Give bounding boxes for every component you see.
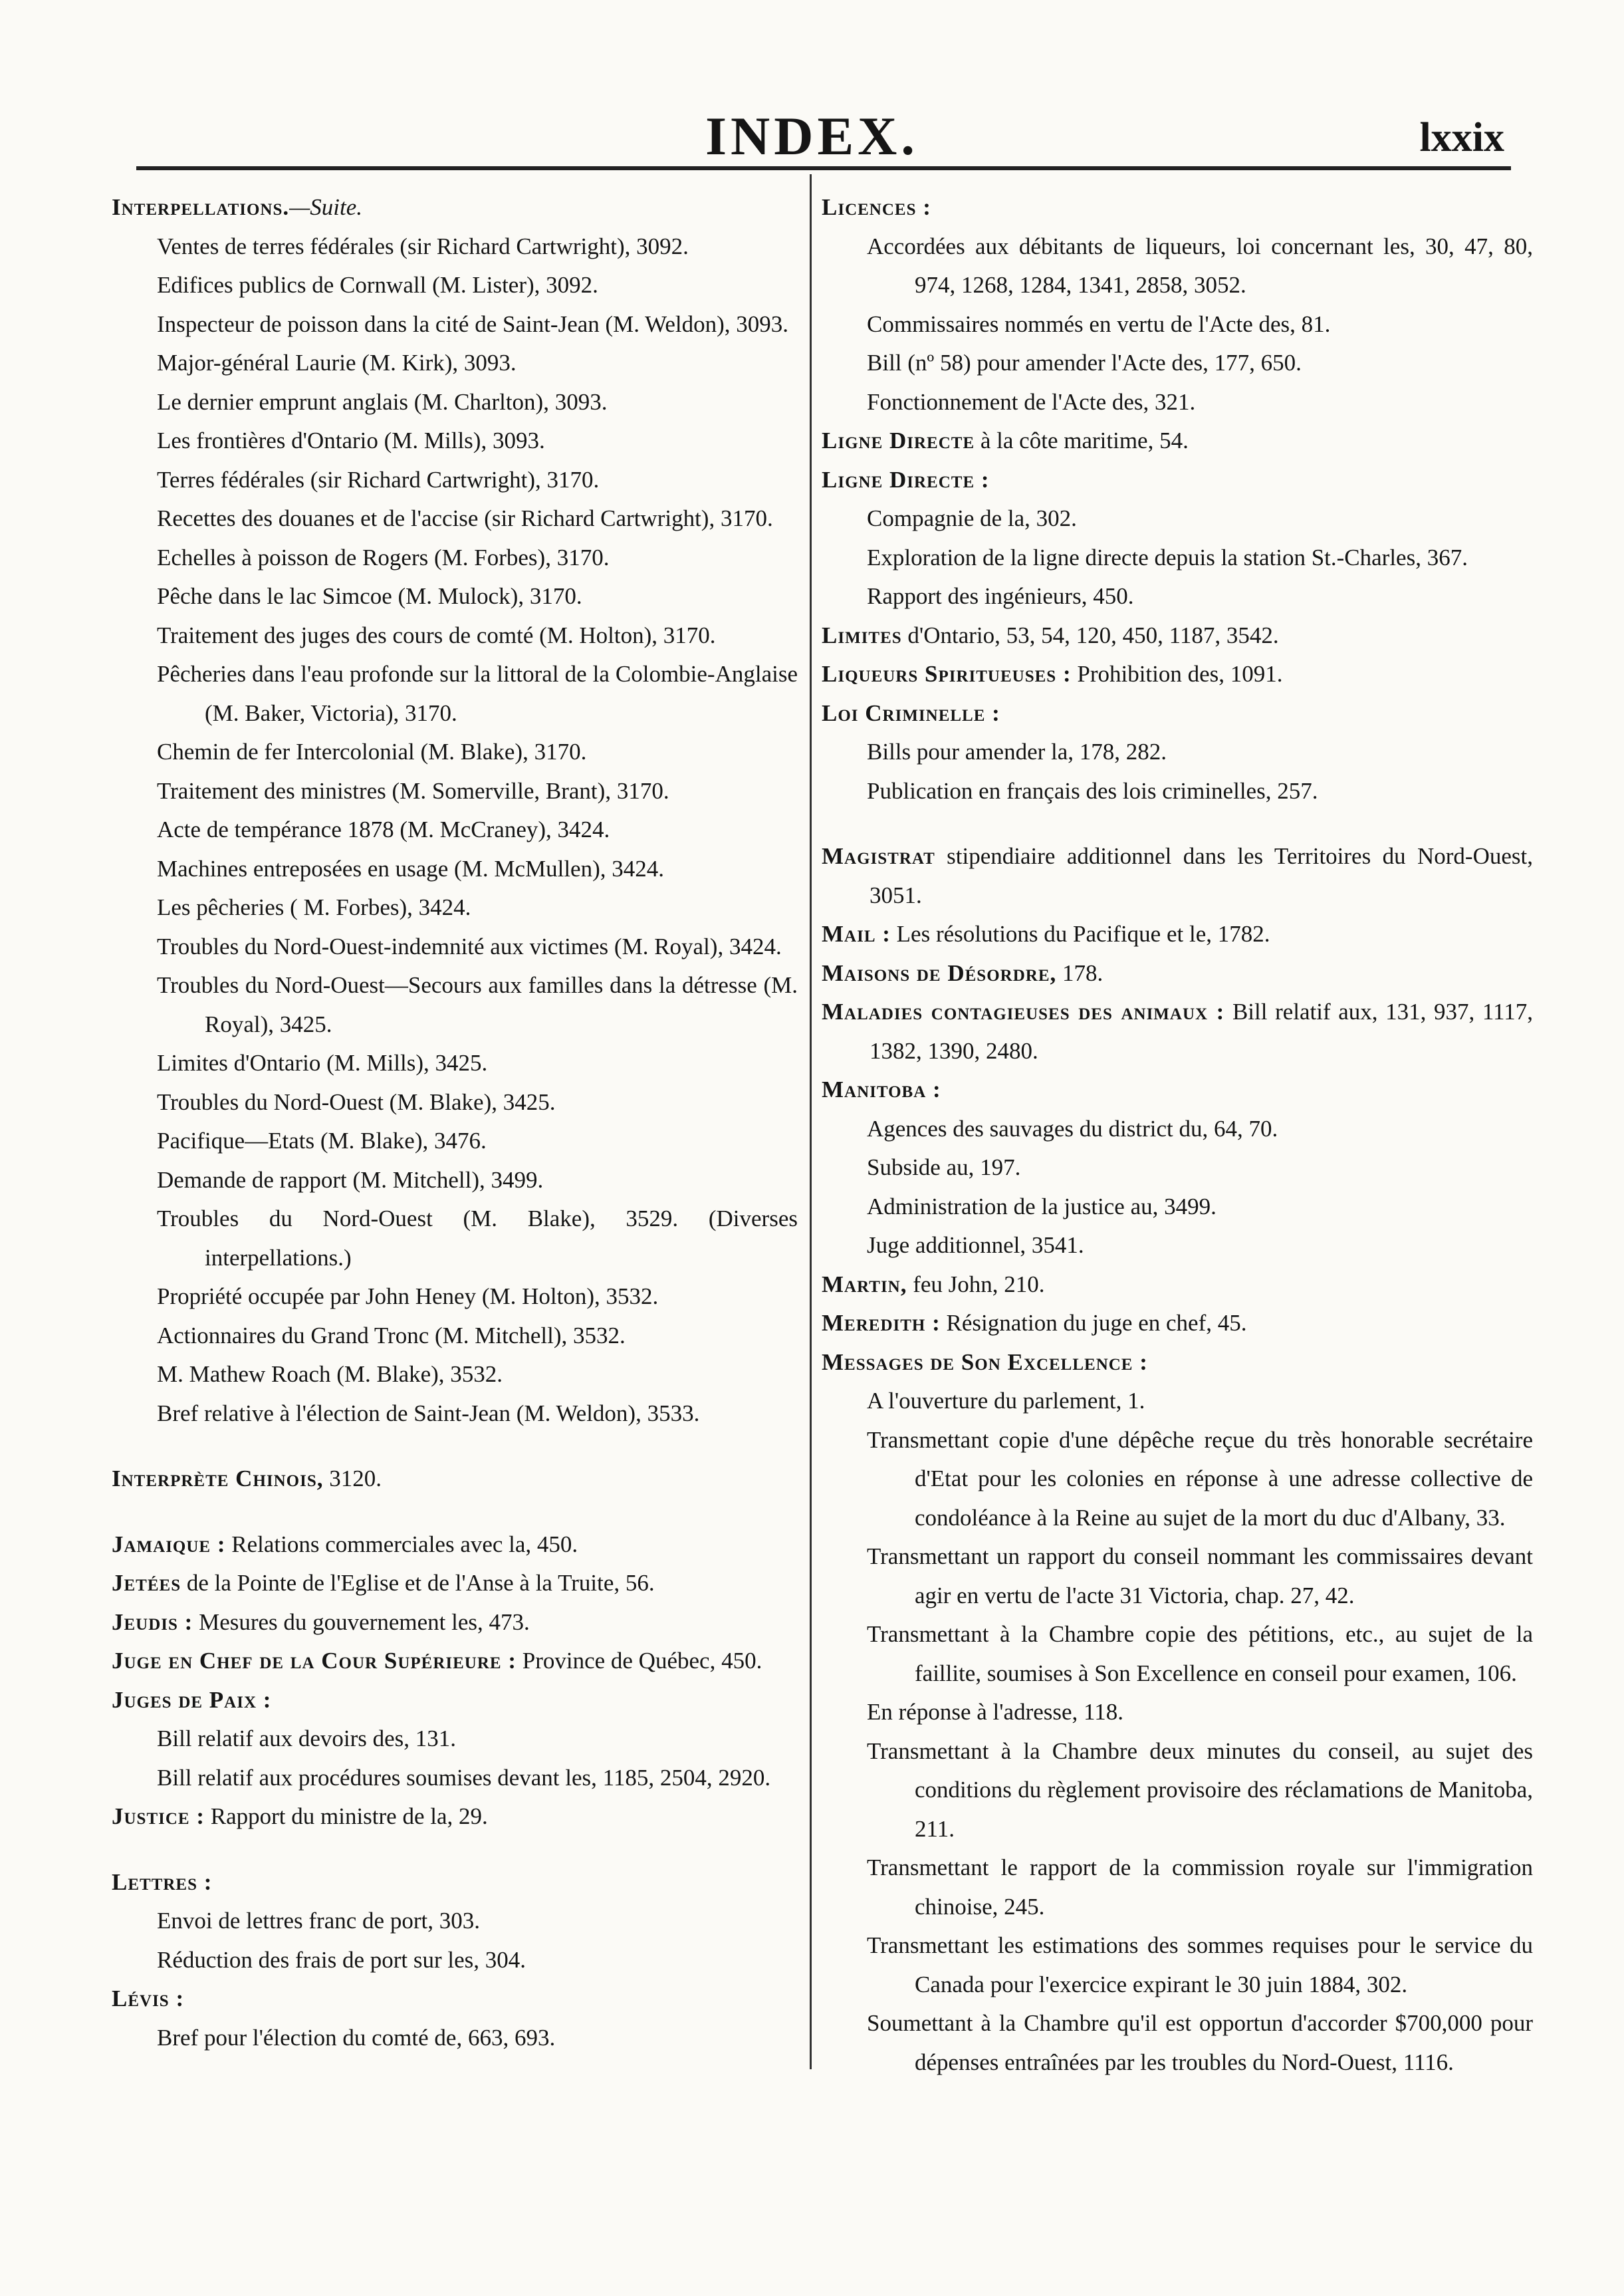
index-subentry	[822, 1537, 1533, 1615]
index-subentry	[112, 1941, 798, 1980]
index-subentry	[112, 1122, 798, 1161]
index-subentry	[112, 966, 798, 1044]
index-entry	[112, 1681, 798, 1720]
entry-text: Transmettant à la Chambre deux minutes du conseil, au sujet des conditions du règlement provisoire des réclamations de Manitoba, 211.	[867, 1737, 1533, 1842]
entry-text: En réponse à l'adresse, 118.	[867, 1699, 1123, 1725]
entry-text: Administration de la justice au, 3499.	[867, 1193, 1217, 1219]
entry-heading: Magistrat	[822, 843, 935, 869]
index-subentry	[112, 1200, 798, 1277]
entry-heading: Juge en Chef de la Cour Supérieure :	[112, 1648, 517, 1674]
index-entry	[822, 422, 1533, 461]
entry-text: Réduction des frais de port sur les, 304.	[157, 1946, 526, 1973]
entry-text: Bill (nº 58) pour amender l'Acte des, 177, 650.	[867, 350, 1302, 376]
entry-text: Recettes des douanes et de l'accise (sir Richard Cartwright), 3170.	[157, 505, 773, 531]
entry-text: Traitement des ministres (M. Somerville, Brant), 3170.	[157, 777, 669, 804]
index-entry	[112, 1525, 798, 1565]
index-entry	[112, 1979, 798, 2019]
entry-text: Pêcheries dans l'eau profonde sur la littoral de la Colombie-Anglaise (M. Baker, Victoria), 3170.	[157, 661, 798, 726]
entry-text: à la côte maritime, 54.	[975, 428, 1189, 453]
index-subentry	[822, 1110, 1533, 1149]
index-subentry	[112, 2019, 798, 2058]
index-entry	[112, 1797, 798, 1837]
entry-text: Les pêcheries ( M. Forbes), 3424.	[157, 894, 471, 920]
index-subentry	[112, 1277, 798, 1317]
entry-text: Demande de rapport (M. Mitchell), 3499.	[157, 1166, 544, 1193]
index-subentry	[822, 1421, 1533, 1538]
index-subentry	[822, 733, 1533, 772]
entry-heading: Meredith :	[822, 1310, 941, 1336]
entry-text: Bill relatif aux procédures soumises devant les, 1185, 2504, 2920.	[157, 1764, 771, 1791]
entry-text: Major-général Laurie (M. Kirk), 3093.	[157, 350, 517, 376]
entry-text: A l'ouverture du parlement, 1.	[867, 1388, 1145, 1414]
index-subentry	[822, 577, 1533, 616]
index-subentry	[112, 772, 798, 811]
entry-text: Traitement des juges des cours de comté (M. Holton), 3170.	[157, 622, 716, 648]
entry-text: Juge additionnel, 3541.	[867, 1232, 1084, 1258]
entry-text: Machines entreposées en usage (M. McMullen), 3424.	[157, 855, 664, 882]
entry-text: Chemin de fer Intercolonial (M. Blake), 3170.	[157, 739, 587, 765]
entry-text: stipendiaire additionnel dans les Territoires du Nord-Ouest, 3051.	[870, 843, 1533, 908]
entry-text: Bill relatif aux devoirs des, 131.	[157, 1725, 457, 1751]
index-subentry	[112, 1317, 798, 1356]
entry-heading: Limites	[822, 622, 902, 648]
entry-text: Actionnaires du Grand Tronc (M. Mitchell), 3532.	[157, 1322, 626, 1348]
index-entry	[112, 188, 798, 227]
index-entry	[112, 1863, 798, 1902]
index-subentry	[112, 1759, 798, 1798]
entry-text: Commissaires nommés en vertu de l'Acte des, 81.	[867, 311, 1331, 337]
entry-heading: Liqueurs Spiritueuses :	[822, 661, 1072, 687]
entry-text: Echelles à poisson de Rogers (M. Forbes), 3170.	[157, 544, 610, 571]
index-subentry	[112, 1044, 798, 1083]
entry-heading: Lettres :	[112, 1868, 213, 1895]
entry-text: Relations commerciales avec la, 450.	[225, 1531, 578, 1557]
entry-text: d'Ontario, 53, 54, 120, 450, 1187, 3542.	[901, 622, 1279, 648]
entry-heading: Licences :	[822, 194, 931, 220]
index-subentry	[112, 344, 798, 383]
index-subentry	[112, 499, 798, 539]
index-entry	[112, 1642, 798, 1681]
index-entry	[112, 1564, 798, 1603]
index-subentry	[112, 1161, 798, 1200]
entry-text: Propriété occupée par John Heney (M. Holton), 3532.	[157, 1283, 659, 1309]
index-entry	[822, 1265, 1533, 1305]
entry-text: Transmettant copie d'une dépêche reçue du très honorable secrétaire d'Etat pour les colonies en réponse à une adresse collective de condoléance à la Reine au sujet de la mort du duc d'Albany, 33.	[867, 1426, 1533, 1531]
index-subentry	[822, 1926, 1533, 2004]
index-entry	[822, 837, 1533, 915]
index-entry	[822, 188, 1533, 227]
index-subentry	[112, 655, 798, 733]
entry-heading: Loi Criminelle :	[822, 700, 1000, 726]
index-subentry	[112, 461, 798, 500]
entry-text: Troubles du Nord-Ouest (M. Blake), 3425.	[157, 1088, 556, 1115]
entry-text: Province de Québec, 450.	[516, 1648, 762, 1674]
entry-text: 3120.	[323, 1466, 382, 1491]
entry-text: Transmettant le rapport de la commission royale sur l'immigration chinoise, 245.	[867, 1854, 1533, 1920]
index-subentry	[822, 539, 1533, 578]
page-header	[0, 100, 1624, 173]
entry-heading: Ligne Directe :	[822, 466, 990, 493]
column-divider	[810, 174, 812, 2069]
index-subentry	[822, 1148, 1533, 1188]
entry-text: Exploration de la ligne directe depuis la station St.-Charles, 367.	[867, 544, 1468, 571]
index-entry	[112, 1603, 798, 1642]
page-number: lxxix	[1419, 115, 1504, 160]
index-subentry	[112, 928, 798, 967]
entry-text: Troubles du Nord-Ouest—Secours aux familles dans la détresse (M. Royal), 3425.	[157, 972, 798, 1037]
index-subentry	[112, 227, 798, 267]
entry-heading: Jetées	[112, 1570, 181, 1596]
index-subentry	[822, 227, 1533, 305]
entry-heading: Maisons de Désordre,	[822, 959, 1057, 986]
entry-heading: Manitoba :	[822, 1077, 941, 1102]
entry-text: Accordées aux débitants de liqueurs, loi concernant les, 30, 47, 80, 974, 1268, 1284, 1341, 2858, 3052.	[867, 233, 1533, 298]
index-entry	[822, 993, 1533, 1071]
entry-text: Edifices publics de Cornwall (M. Lister), 3092.	[157, 272, 598, 298]
entry-text: Transmettant les estimations des sommes requises pour le service du Canada pour l'exercice expirant le 30 juin 1884, 302.	[867, 1932, 1533, 1997]
index-subentry	[112, 1902, 798, 1941]
index-subentry	[822, 1188, 1533, 1227]
index-subentry	[822, 1226, 1533, 1265]
index-entry	[822, 694, 1533, 733]
index-entry	[112, 1460, 798, 1499]
entry-text: Bills pour amender la, 178, 282.	[867, 739, 1167, 765]
entry-text: Pacifique—Etats (M. Blake), 3476.	[157, 1128, 487, 1154]
index-subentry	[822, 1849, 1533, 1926]
entry-text: Inspecteur de poisson dans la cité de Saint-Jean (M. Weldon), 3093.	[157, 311, 789, 337]
entry-text: Résignation du juge en chef, 45.	[940, 1310, 1247, 1336]
index-subentry	[112, 1720, 798, 1759]
entry-text: Troubles du Nord-Ouest-indemnité aux victimes (M. Royal), 3424.	[157, 933, 782, 959]
index-subentry	[112, 577, 798, 616]
entry-text: —Suite.	[289, 194, 362, 220]
entry-text: Les résolutions du Pacifique et le, 1782.	[890, 921, 1270, 947]
entry-text: de la Pointe de l'Eglise et de l'Anse à la Truite, 56.	[181, 1570, 655, 1596]
index-subentry	[112, 383, 798, 422]
index-subentry	[822, 2004, 1533, 2082]
entry-text: Bref relative à l'élection de Saint-Jean (M. Weldon), 3533.	[157, 1400, 700, 1426]
entry-text: Publication en français des lois criminelles, 257.	[867, 777, 1318, 804]
entry-heading: Interpellations.	[112, 194, 290, 220]
index-subentry	[112, 1083, 798, 1122]
entry-heading: Justice :	[112, 1803, 205, 1829]
entry-text: Le dernier emprunt anglais (M. Charlton), 3093.	[157, 388, 608, 415]
index-entry	[822, 1304, 1533, 1343]
entry-text: Mesures du gouvernement les, 473.	[193, 1608, 530, 1635]
index-subentry	[822, 772, 1533, 811]
index-subentry	[112, 266, 798, 305]
index-subentry	[112, 888, 798, 928]
entry-text: Terres fédérales (sir Richard Cartwright), 3170.	[157, 466, 600, 493]
index-subentry	[112, 539, 798, 578]
index-subentry	[822, 499, 1533, 539]
index-subentry	[822, 1382, 1533, 1421]
index-subentry	[112, 422, 798, 461]
entry-text: feu John, 210.	[907, 1271, 1045, 1297]
index-entry	[822, 461, 1533, 500]
index-entry	[822, 1343, 1533, 1382]
entry-heading: Martin,	[822, 1271, 907, 1297]
entry-heading: Jeudis :	[112, 1608, 193, 1635]
entry-text: Agences des sauvages du district du, 64, 70.	[867, 1115, 1278, 1142]
entry-text: Prohibition des, 1091.	[1071, 661, 1283, 687]
index-subentry	[112, 850, 798, 889]
entry-text: Pêche dans le lac Simcoe (M. Mulock), 3170.	[157, 583, 582, 609]
entry-text: Rapport des ingénieurs, 450.	[867, 583, 1134, 609]
index-entry	[822, 616, 1533, 656]
entry-text: Acte de tempérance 1878 (M. McCraney), 3424.	[157, 817, 610, 842]
page-title: INDEX.	[705, 106, 919, 166]
index-subentry	[822, 383, 1533, 422]
entry-heading: Maladies contagieuses des animaux :	[822, 999, 1225, 1025]
entry-heading: Ligne Directe	[822, 428, 975, 453]
header-rule	[136, 166, 1511, 170]
entry-heading: Messages de Son Excellence :	[822, 1348, 1148, 1375]
index-entry	[822, 655, 1533, 694]
entry-text: Bill relatif aux, 131, 937, 1117, 1382, 1390, 2480.	[870, 999, 1533, 1064]
index-entry	[822, 915, 1533, 954]
index-subentry	[822, 305, 1533, 344]
index-subentry	[112, 305, 798, 344]
index-subentry	[822, 1693, 1533, 1732]
index-entry	[822, 1071, 1533, 1110]
index-subentry	[822, 1615, 1533, 1693]
entry-text: Transmettant à la Chambre copie des pétitions, etc., au sujet de la faillite, soumises à Son Excellence en conseil pour examen, 106.	[867, 1621, 1533, 1686]
entry-heading: Mail :	[822, 921, 891, 947]
entry-text: Fonctionnement de l'Acte des, 321.	[867, 388, 1196, 415]
entry-text: Rapport du ministre de la, 29.	[205, 1803, 488, 1829]
entry-text: Bref pour l'élection du comté de, 663, 693.	[157, 2024, 556, 2051]
right-index-column	[822, 188, 1533, 2082]
left-index-column	[112, 188, 798, 2057]
index-subentry	[112, 733, 798, 772]
index-subentry	[822, 1732, 1533, 1849]
entry-text: Limites d'Ontario (M. Mills), 3425.	[157, 1050, 488, 1076]
entry-text: Transmettant un rapport du conseil nommant les commissaires devant agir en vertu de l'acte 31 Victoria, chap. 27, 42.	[867, 1543, 1533, 1608]
index-subentry	[112, 616, 798, 656]
index-subentry	[112, 1355, 798, 1394]
entry-text: Ventes de terres fédérales (sir Richard Cartwright), 3092.	[157, 233, 689, 259]
index-entry	[822, 954, 1533, 993]
entry-heading: Lévis :	[112, 1985, 185, 2011]
entry-text: Troubles du Nord-Ouest (M. Blake), 3529. (Diverses interpellations.)	[157, 1206, 798, 1271]
entry-heading: Interprète Chinois,	[112, 1466, 324, 1491]
entry-text: 178.	[1056, 959, 1103, 986]
entry-text: Les frontières d'Ontario (M. Mills), 3093.	[157, 428, 545, 453]
entry-text: Envoi de lettres franc de port, 303.	[157, 1908, 480, 1934]
index-subentry	[112, 1394, 798, 1434]
entry-text: Soumettant à la Chambre qu'il est opportun d'accorder $700,000 pour dépenses entraînées par les troubles du Nord-Ouest, 1116.	[867, 2010, 1533, 2075]
index-subentry	[112, 811, 798, 850]
entry-text: Subside au, 197.	[867, 1154, 1021, 1180]
index-subentry	[822, 344, 1533, 383]
entry-heading: Jamaique :	[112, 1531, 226, 1557]
entry-text: M. Mathew Roach (M. Blake), 3532.	[157, 1361, 503, 1387]
entry-text: Compagnie de la, 302.	[867, 505, 1077, 531]
entry-heading: Juges de Paix :	[112, 1686, 272, 1713]
